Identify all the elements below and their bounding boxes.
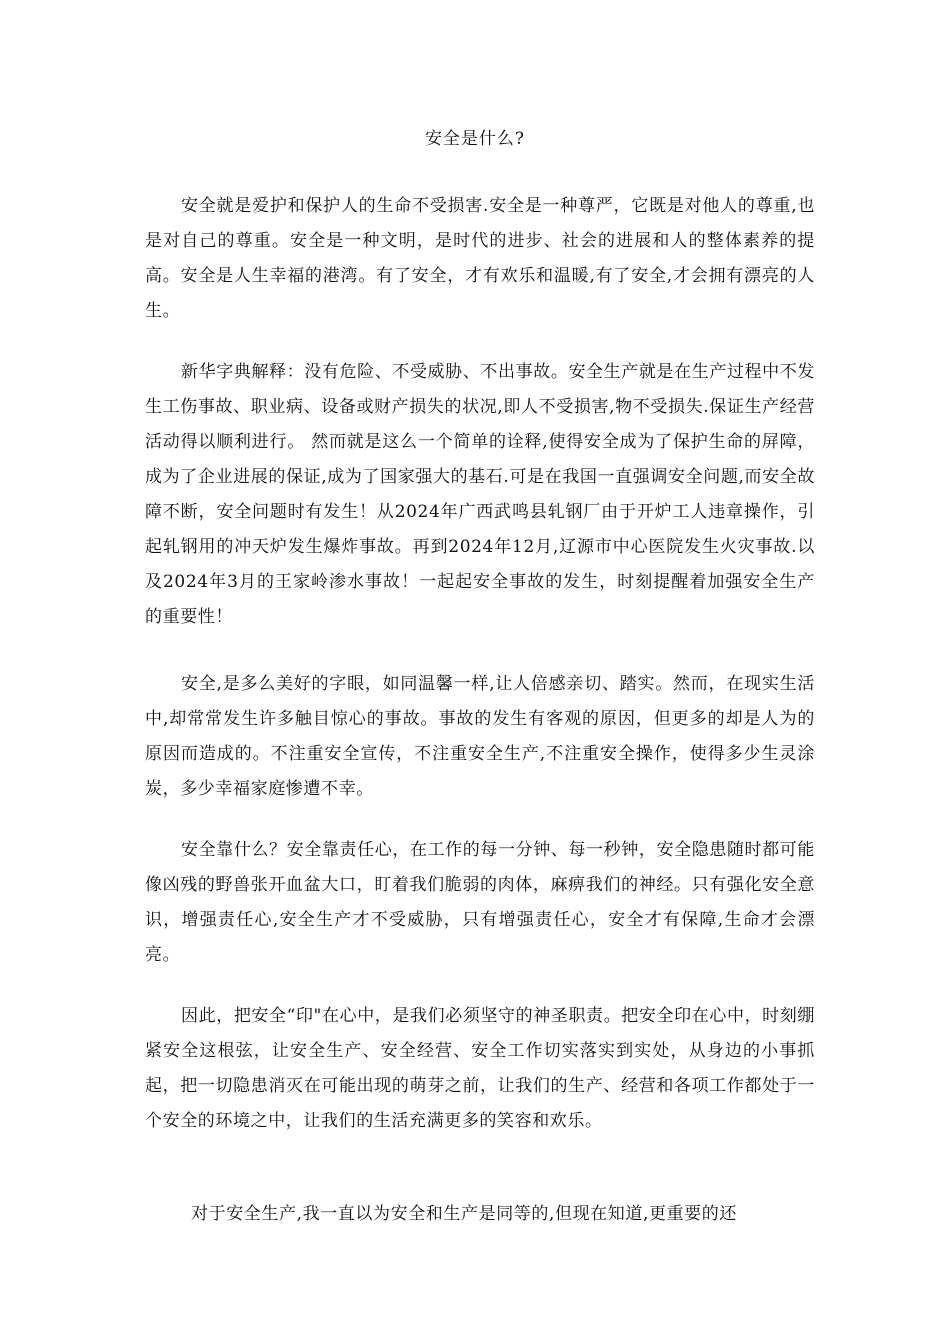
paragraph-1: 安全就是爱护和保护人的生命不受损害.安全是一种尊严，它既是对他人的尊重,也是对自己的尊重。安全是一种文明，是时代的进步、社会的进展和人的整体素养的提高。安全是人生幸福的港湾。有了安全，才有欢乐和温暖,有了安全,才会拥有漂亮的人生。 bbox=[145, 196, 815, 321]
paragraph-2: 新华字典解释：没有危险、不受威胁、不出事故。安全生产就是在生产过程中不发生工伤事故、职业病、设备或财产损失的状况,即人不受损害,物不受损失.保证生产经营活动得以顺利进行。 然而就是这么一个简单的诠释,使得安全成为了保护生命的屏障，成为了企业进展的保证,成为了国家强大的基石.可是在我国一直强调安全问题,而安全故障不断，安全问题时有发生！从2024年广西武鸣县轧钢厂由于开炉工人违章操作，引起轧钢用的冲天炉发生爆炸事故。再到2024年12月,辽源市中心医院发生火灾事故.以及2024年3月的王家岭渗水事故！一起起安全事故的发生，时刻提醒着加强安全生产的重要性！ bbox=[145, 362, 815, 627]
paragraph-6: 对于安全生产,我一直以为安全和生产是同等的,但现在知道,更重要的还 bbox=[191, 1204, 738, 1224]
paragraph-5: 因此，把安全“印"在心中，是我们必须坚守的神圣职责。把安全印在心中，时刻绷紧安全这根弦，让安全生产、安全经营、安全工作切实落实到实处，从身边的小事抓起，把一切隐患消灭在可能出现的萌芽之前，让我们的生产、经营和各项工作都处于一个安全的环境之中，让我们的生活充满更多的笑容和欢乐。 bbox=[145, 1006, 815, 1131]
document-title: 安全是什么? bbox=[424, 129, 526, 149]
paragraph-3: 安全,是多么美好的字眼，如同温馨一样,让人倍感亲切、踏实。然而，在现实生活中,却常常发生许多触目惊心的事故。事故的发生有客观的原因，但更多的却是人为的原因而造成的。不注重安全宣传，不注重安全生产,不注重安全操作，使得多少生灵涂炭，多少幸福家庭惨遭不幸。 bbox=[145, 674, 815, 799]
paragraph-4: 安全靠什么？安全靠责任心，在工作的每一分钟、每一秒钟，安全隐患随时都可能像凶残的野兽张开血盆大口，盯着我们脆弱的肉体，麻痹我们的神经。只有强化安全意识，增强责任心,安全生产才不受威胁，只有增强责任心，安全才有保障,生命才会漂亮。 bbox=[145, 840, 815, 965]
